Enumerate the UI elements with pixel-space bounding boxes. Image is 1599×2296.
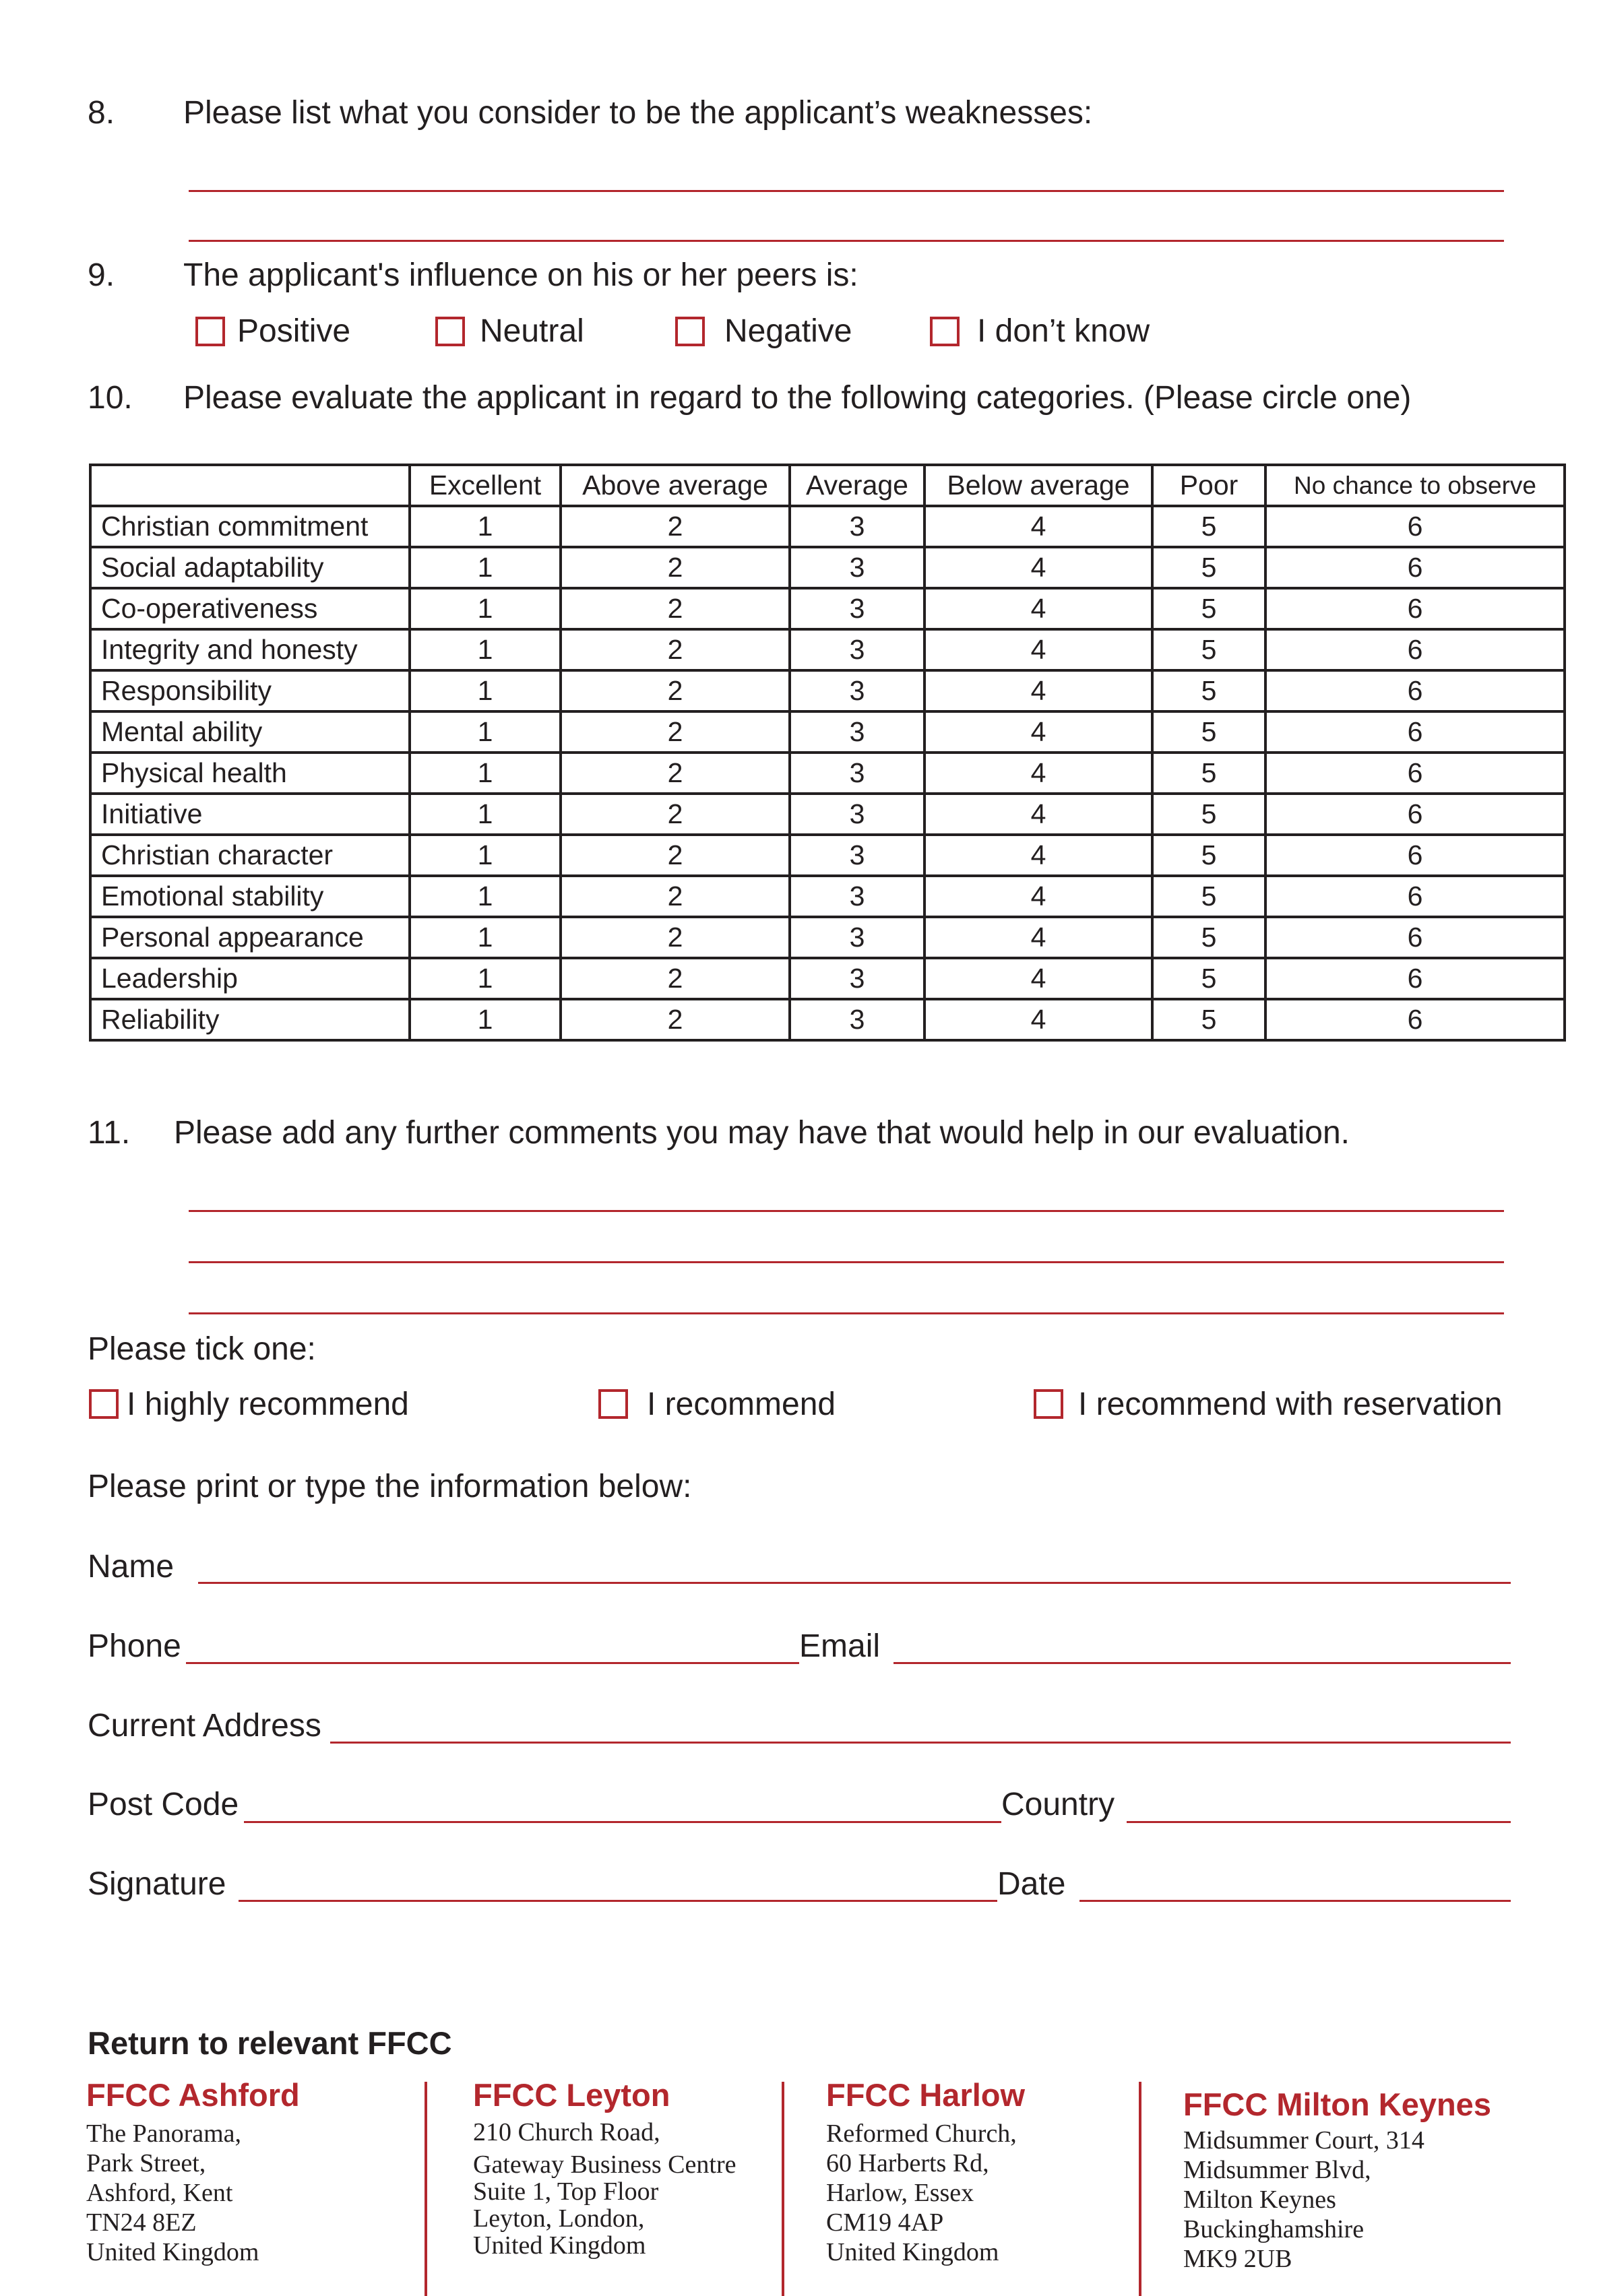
rating-option[interactable]: 6 <box>1265 711 1565 753</box>
address-line: Midsummer Blvd, <box>1183 2156 1371 2184</box>
option-recommend-label: I recommend <box>647 1386 836 1422</box>
address-line: CM19 4AP <box>826 2208 944 2237</box>
option-highly-recommend-label: I highly recommend <box>127 1386 409 1422</box>
address-field[interactable] <box>330 1742 1511 1744</box>
rating-option[interactable]: 2 <box>561 588 790 629</box>
q8-text: Please list what you consider to be the applicant’s weaknesses: <box>183 95 1093 131</box>
office-ashford-name: FFCC Ashford <box>86 2077 300 2113</box>
rating-option[interactable]: 5 <box>1152 835 1265 876</box>
rating-option[interactable]: 3 <box>790 835 924 876</box>
address-line: Midsummer Court, 314 <box>1183 2126 1424 2155</box>
address-line: Gateway Business Centre <box>473 2150 736 2179</box>
rating-option[interactable]: 6 <box>1265 547 1565 588</box>
category-label: Social adaptability <box>90 547 410 588</box>
rating-option[interactable]: 1 <box>410 876 561 917</box>
rating-option[interactable]: 1 <box>410 917 561 958</box>
header-excellent: Excellent <box>410 465 561 506</box>
rating-option[interactable]: 5 <box>1152 711 1265 753</box>
address-line: Buckinghamshire <box>1183 2215 1365 2243</box>
office-leyton <box>473 2076 736 2259</box>
address-line: Leyton, London, <box>473 2204 645 2233</box>
table-row <box>90 753 1565 794</box>
office-milton-keynes <box>1183 2086 1491 2274</box>
address-label: Current Address <box>88 1708 321 1744</box>
rating-option[interactable]: 6 <box>1265 588 1565 629</box>
rating-option[interactable]: 5 <box>1152 876 1265 917</box>
rating-option[interactable]: 3 <box>790 506 924 547</box>
rating-option[interactable]: 6 <box>1265 753 1565 794</box>
rating-option[interactable]: 2 <box>561 958 790 999</box>
table-row <box>90 917 1565 958</box>
address-line: 60 Harberts Rd, <box>826 2149 989 2177</box>
category-label: Christian character <box>90 835 410 876</box>
table-row <box>90 999 1565 1040</box>
table-row <box>90 958 1565 999</box>
rating-option[interactable]: 1 <box>410 958 561 999</box>
rating-option[interactable]: 3 <box>790 547 924 588</box>
rating-option[interactable]: 3 <box>790 629 924 670</box>
rating-option[interactable]: 6 <box>1265 917 1565 958</box>
q8-number: 8. <box>88 95 115 131</box>
table-row <box>90 588 1565 629</box>
q9-text: The applicant's influence on his or her peers is: <box>183 257 858 293</box>
address-line: Ashford, Kent <box>86 2179 233 2207</box>
rating-option[interactable]: 6 <box>1265 506 1565 547</box>
category-label: Reliability <box>90 999 410 1040</box>
rating-option[interactable]: 2 <box>561 876 790 917</box>
office-leyton-name: FFCC Leyton <box>473 2077 670 2113</box>
address-line: Reformed Church, <box>826 2119 1017 2148</box>
rating-option[interactable]: 5 <box>1152 588 1265 629</box>
rating-option[interactable]: 5 <box>1152 670 1265 711</box>
checkbox-neutral[interactable] <box>435 317 465 346</box>
phone-label: Phone <box>88 1628 181 1664</box>
table-row <box>90 506 1565 547</box>
option-neutral-label: Neutral <box>480 313 584 349</box>
rating-option[interactable]: 4 <box>924 629 1152 670</box>
address-line: TN24 8EZ <box>86 2208 197 2237</box>
table-row <box>90 629 1565 670</box>
checkbox-highly-recommend[interactable] <box>89 1389 119 1419</box>
rating-option[interactable]: 5 <box>1152 794 1265 835</box>
phone-field[interactable] <box>186 1662 799 1664</box>
rating-option[interactable]: 2 <box>561 835 790 876</box>
rating-option[interactable]: 6 <box>1265 794 1565 835</box>
rating-option[interactable]: 5 <box>1152 917 1265 958</box>
rating-option[interactable]: 1 <box>410 629 561 670</box>
rating-option[interactable]: 4 <box>924 958 1152 999</box>
table-header-row <box>90 465 1565 506</box>
q11-text: Please add any further comments you may have that would help in our evaluation. <box>174 1115 1350 1151</box>
category-label: Personal appearance <box>90 917 410 958</box>
rating-option[interactable]: 1 <box>410 588 561 629</box>
rating-option[interactable]: 2 <box>561 711 790 753</box>
rating-option[interactable]: 2 <box>561 794 790 835</box>
table-row <box>90 547 1565 588</box>
country-label: Country <box>1001 1787 1115 1822</box>
category-label: Physical health <box>90 753 410 794</box>
checkbox-dont-know[interactable] <box>930 317 960 346</box>
category-label: Leadership <box>90 958 410 999</box>
rating-option[interactable]: 4 <box>924 835 1152 876</box>
rating-option[interactable]: 4 <box>924 876 1152 917</box>
q9-number: 9. <box>88 257 115 293</box>
rating-option[interactable]: 5 <box>1152 958 1265 999</box>
date-label: Date <box>997 1866 1066 1902</box>
rating-option[interactable]: 3 <box>790 876 924 917</box>
q8-answer-line-2[interactable] <box>189 240 1504 242</box>
rating-option[interactable]: 6 <box>1265 835 1565 876</box>
rating-option[interactable]: 2 <box>561 547 790 588</box>
postcode-field[interactable] <box>244 1821 1001 1823</box>
q11-answer-line-2[interactable] <box>189 1261 1504 1263</box>
rating-option[interactable]: 4 <box>924 711 1152 753</box>
option-dont-know-label: I don’t know <box>977 313 1150 349</box>
rating-option[interactable]: 1 <box>410 835 561 876</box>
rating-option[interactable]: 3 <box>790 588 924 629</box>
rating-option[interactable]: 6 <box>1265 999 1565 1040</box>
address-line: Harlow, Essex <box>826 2179 974 2207</box>
name-field[interactable] <box>198 1582 1511 1584</box>
rating-table <box>89 464 1566 1042</box>
rating-option[interactable]: 3 <box>790 753 924 794</box>
postcode-label: Post Code <box>88 1787 239 1822</box>
rating-option[interactable]: 3 <box>790 670 924 711</box>
category-label: Co-operativeness <box>90 588 410 629</box>
rating-option[interactable]: 1 <box>410 711 561 753</box>
header-blank <box>90 465 410 506</box>
header-average: Average <box>790 465 924 506</box>
rating-option[interactable]: 6 <box>1265 876 1565 917</box>
rating-option[interactable]: 5 <box>1152 547 1265 588</box>
q8-answer-line-1[interactable] <box>189 190 1504 192</box>
rating-option[interactable]: 5 <box>1152 753 1265 794</box>
address-line: The Panorama, <box>86 2119 242 2148</box>
q11-answer-line-1[interactable] <box>189 1210 1504 1212</box>
rating-option[interactable]: 3 <box>790 917 924 958</box>
category-label: Responsibility <box>90 670 410 711</box>
rating-option[interactable]: 2 <box>561 999 790 1040</box>
rating-option[interactable]: 4 <box>924 506 1152 547</box>
option-recommend-reservation-label: I recommend with reservation <box>1078 1386 1503 1422</box>
rating-option[interactable]: 2 <box>561 753 790 794</box>
rating-option[interactable]: 4 <box>924 547 1152 588</box>
address-line: United Kingdom <box>86 2238 259 2266</box>
office-harlow-name: FFCC Harlow <box>826 2077 1026 2113</box>
address-line: United Kingdom <box>826 2238 999 2266</box>
rating-option[interactable]: 6 <box>1265 629 1565 670</box>
header-poor: Poor <box>1152 465 1265 506</box>
rating-option[interactable]: 1 <box>410 547 561 588</box>
rating-option[interactable]: 4 <box>924 794 1152 835</box>
rating-option[interactable]: 2 <box>561 506 790 547</box>
rating-option[interactable]: 4 <box>924 999 1152 1040</box>
rating-option[interactable]: 3 <box>790 958 924 999</box>
email-label: Email <box>799 1628 881 1664</box>
rating-option[interactable]: 1 <box>410 794 561 835</box>
office-harlow <box>826 2076 1025 2267</box>
rating-option[interactable]: 1 <box>410 753 561 794</box>
checkbox-recommend[interactable] <box>598 1389 628 1419</box>
rating-option[interactable]: 4 <box>924 588 1152 629</box>
rating-option[interactable]: 1 <box>410 506 561 547</box>
signature-field[interactable] <box>239 1900 997 1902</box>
q11-number: 11. <box>88 1115 131 1151</box>
option-positive-label: Positive <box>237 313 351 349</box>
table-row <box>90 835 1565 876</box>
rating-option[interactable]: 3 <box>790 794 924 835</box>
address-line: Park Street, <box>86 2149 206 2177</box>
footer-divider-3 <box>1139 2082 1141 2296</box>
address-line: United Kingdom <box>473 2231 646 2260</box>
rating-option[interactable]: 6 <box>1265 670 1565 711</box>
category-label: Christian commitment <box>90 506 410 547</box>
office-milton-keynes-name: FFCC Milton Keynes <box>1183 2086 1491 2122</box>
rating-option[interactable]: 1 <box>410 999 561 1040</box>
q10-text: Please evaluate the applicant in regard to the following categories. (Please circle one) <box>183 380 1412 416</box>
table-row <box>90 670 1565 711</box>
rating-option[interactable]: 2 <box>561 917 790 958</box>
table-row <box>90 711 1565 753</box>
category-label: Emotional stability <box>90 876 410 917</box>
q11-answer-line-3[interactable] <box>189 1312 1504 1314</box>
rating-option[interactable]: 6 <box>1265 958 1565 999</box>
q10-number: 10. <box>88 380 133 416</box>
info-prompt: Please print or type the information below: <box>88 1469 692 1504</box>
category-label: Initiative <box>90 794 410 835</box>
header-below-average: Below average <box>924 465 1152 506</box>
address-line: Milton Keynes <box>1183 2186 1336 2214</box>
rating-option[interactable]: 1 <box>410 670 561 711</box>
rating-option[interactable]: 4 <box>924 753 1152 794</box>
office-milton-keynes-address <box>1183 2126 1491 2274</box>
option-negative-label: Negative <box>724 313 852 349</box>
table-row <box>90 794 1565 835</box>
rating-option[interactable]: 5 <box>1152 999 1265 1040</box>
rating-option[interactable]: 2 <box>561 670 790 711</box>
checkbox-recommend-reservation[interactable] <box>1034 1389 1063 1419</box>
footer-divider-1 <box>425 2082 427 2296</box>
table-row <box>90 876 1565 917</box>
office-harlow-address <box>826 2119 1025 2267</box>
email-field[interactable] <box>893 1662 1511 1664</box>
address-line: Suite 1, Top Floor <box>473 2177 659 2206</box>
rating-option[interactable]: 2 <box>561 629 790 670</box>
checkbox-positive[interactable] <box>195 317 225 346</box>
address-line: MK9 2UB <box>1183 2245 1292 2273</box>
rating-option[interactable]: 4 <box>924 917 1152 958</box>
address-line: 210 Church Road, <box>473 2118 660 2146</box>
rating-option[interactable]: 5 <box>1152 506 1265 547</box>
category-label: Integrity and honesty <box>90 629 410 670</box>
rating-option[interactable]: 3 <box>790 999 924 1040</box>
office-ashford <box>86 2076 300 2267</box>
return-heading: Return to relevant FFCC <box>88 2025 452 2061</box>
header-above-average: Above average <box>561 465 790 506</box>
country-field[interactable] <box>1127 1821 1511 1823</box>
date-field[interactable] <box>1079 1900 1511 1902</box>
name-label: Name <box>88 1549 175 1585</box>
office-leyton-address <box>473 2119 736 2259</box>
rating-option[interactable]: 3 <box>790 711 924 753</box>
header-no-chance: No chance to observe <box>1265 465 1565 506</box>
signature-label: Signature <box>88 1866 226 1902</box>
office-ashford-address <box>86 2119 300 2267</box>
footer-divider-2 <box>782 2082 784 2296</box>
checkbox-negative[interactable] <box>675 317 705 346</box>
rating-option[interactable]: 4 <box>924 670 1152 711</box>
category-label: Mental ability <box>90 711 410 753</box>
rating-option[interactable]: 5 <box>1152 629 1265 670</box>
recommend-prompt: Please tick one: <box>88 1331 316 1367</box>
